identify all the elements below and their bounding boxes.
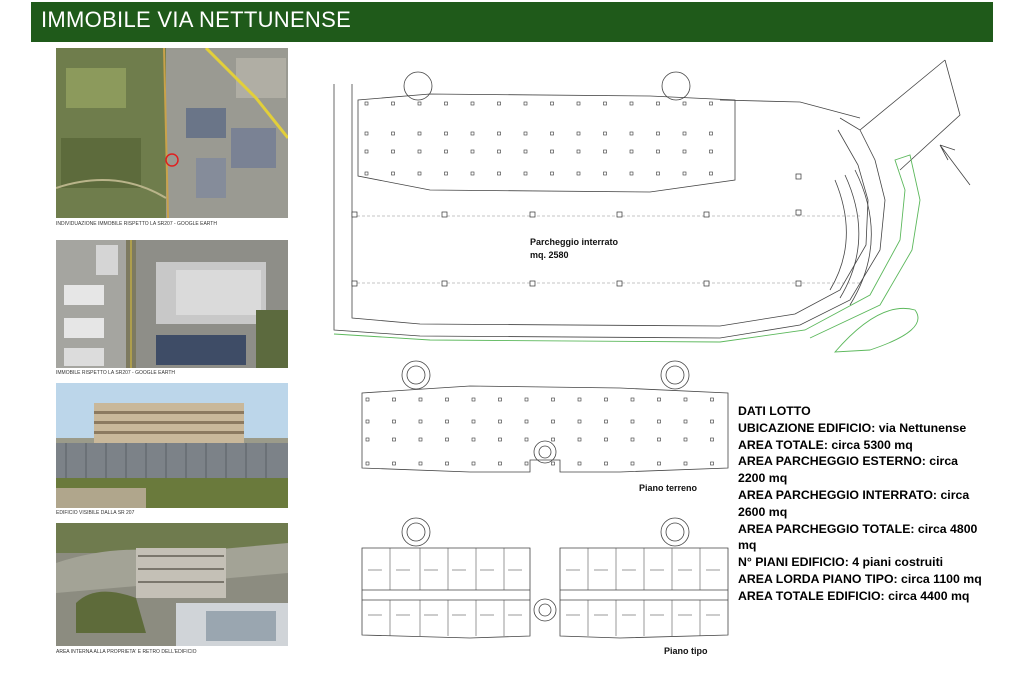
basement-pillar [551,102,554,105]
basement-pillar [471,150,474,153]
ground-pillar [472,398,475,401]
basement-pillar [577,150,580,153]
ground-pillar [446,420,449,423]
basement-pillar [471,172,474,175]
photo-caption-1: INDIVIDUAZIONE IMMOBILE RISPETTO LA SR207 - GOOGLE EARTH [56,221,217,227]
basement-pillar [577,132,580,135]
ground-pillar [552,438,555,441]
ground-pillar [472,420,475,423]
ground-pillar [631,420,634,423]
basement-pillar [498,132,501,135]
ground-pillar [578,398,581,401]
basement-pillar [683,132,686,135]
basement-parking-label: Parcheggio interrato [530,237,619,247]
basement-pillar [445,132,448,135]
ground-pillar [605,462,608,465]
ground-pillar [631,438,634,441]
ground-pillar [684,438,687,441]
ground-pillar [419,438,422,441]
ground-pillar [525,462,528,465]
ground-pillar [684,462,687,465]
lot-total-parking: AREA PARCHEGGIO TOTALE: circa 4800 mq [738,521,978,553]
ground-pillar [658,420,661,423]
basement-pillar [630,132,633,135]
ground-pillar [419,398,422,401]
lot-building-area: AREA TOTALE EDIFICIO: circa 4400 mq [738,588,970,603]
basement-pillar [418,172,421,175]
ground-pillar [499,420,502,423]
ground-pillar [393,420,396,423]
ground-pillar [605,438,608,441]
ground-pillar [631,462,634,465]
ground-pillar [552,462,555,465]
ground-pillar [366,398,369,401]
basement-pillar [683,150,686,153]
basement-pillar [392,172,395,175]
ground-pillar [578,438,581,441]
basement-pillar [392,102,395,105]
ground-pillar [711,420,714,423]
basement-pillar [630,102,633,105]
lot-floors: N° PIANI EDIFICIO: 4 piani costruiti [738,555,944,570]
lot-data-panel [738,403,988,605]
basement-outline [334,84,885,338]
basement-pillar [524,172,527,175]
ground-pillar [525,398,528,401]
basement-pillar [365,172,368,175]
ground-pillar [419,462,422,465]
lot-underground-parking: AREA PARCHEGGIO INTERRATO: circa 2600 mq [738,487,970,519]
photo-caption-3: EDIFICIO VISIBILE DALLA SR 207 [56,510,135,516]
basement-pillar [445,150,448,153]
lot-outdoor-parking: AREA PARCHEGGIO ESTERNO: circa 2200 mq [738,454,959,486]
ground-pillar [684,420,687,423]
ground-pillar [499,398,502,401]
ground-pillar [446,438,449,441]
basement-pillar [365,132,368,135]
ground-pillar [393,438,396,441]
typical-floor-label: Piano tipo [664,646,708,656]
basement-pillar [365,102,368,105]
basement-pillar [445,102,448,105]
basement-pillar [604,102,607,105]
ground-pillar [605,398,608,401]
ground-pillar [472,438,475,441]
basement-pillar [710,132,713,135]
basement-pillar [392,132,395,135]
ground-pillar [552,398,555,401]
basement-pillar [657,150,660,153]
ground-pillar [393,398,396,401]
basement-pillar [498,102,501,105]
ground-pillar [684,398,687,401]
ground-pillar [711,462,714,465]
basement-pillar [365,150,368,153]
ground-pillar [711,398,714,401]
ground-pillar [552,420,555,423]
basement-pillar [630,172,633,175]
basement-pillar [524,150,527,153]
basement-pillar [710,102,713,105]
basement-area-label: mq. 2580 [530,250,569,260]
basement-pillar [604,150,607,153]
basement-pillar [551,172,554,175]
basement-pillar [392,150,395,153]
ground-pillar [605,420,608,423]
photo-caption-4: AREA INTERNA ALLA PROPRIETA' E RETRO DELL'EDIFICIO [56,649,197,655]
typical-floor-outline [362,518,728,638]
basement-pillar [710,172,713,175]
basement-pillar [577,172,580,175]
ground-pillar [525,438,528,441]
basement-pillar [604,172,607,175]
basement-pillar [683,172,686,175]
basement-pillar [418,132,421,135]
basement-pillar [551,150,554,153]
basement-pillar [524,132,527,135]
ground-pillar [499,438,502,441]
basement-pillar [657,172,660,175]
basement-pillar [524,102,527,105]
lot-data-title: DATI LOTTO [738,404,811,418]
basement-pillar [498,172,501,175]
basement-pillar [630,150,633,153]
ground-pillar [446,462,449,465]
basement-pillar [498,150,501,153]
ground-pillar [658,462,661,465]
basement-pillar [683,102,686,105]
basement-pillar [657,132,660,135]
ground-pillar [499,462,502,465]
ground-pillar [658,438,661,441]
ground-pillar [472,462,475,465]
ground-pillar [631,398,634,401]
basement-pillar [418,102,421,105]
ground-pillar [366,462,369,465]
lot-location: UBICAZIONE EDIFICIO: via Nettunense [738,420,967,435]
lot-total-area: AREA TOTALE: circa 5300 mq [738,437,913,452]
ground-pillar [366,420,369,423]
basement-pillar [418,150,421,153]
photo-caption-2: IMMOBILE RISPETTO LA SR207 - GOOGLE EARTH [56,370,176,376]
basement-pillar [551,132,554,135]
ground-pillar [525,420,528,423]
ground-floor-outline [362,361,728,472]
lot-floor-area: AREA LORDA PIANO TIPO: circa 1100 mq [738,571,982,586]
basement-pillar [471,102,474,105]
ground-pillar [711,438,714,441]
ground-pillar [393,462,396,465]
ground-pillar [578,420,581,423]
basement-pillar [577,102,580,105]
basement-pillar [471,132,474,135]
basement-pillar [604,132,607,135]
ground-pillar [366,438,369,441]
page-title: IMMOBILE VIA NETTUNENSE [41,7,352,32]
ground-floor-label: Piano terreno [639,483,698,493]
ground-pillar [578,462,581,465]
basement-pillar [710,150,713,153]
ground-pillar [419,420,422,423]
ground-pillar [446,398,449,401]
ground-pillar [658,398,661,401]
basement-pillar [445,172,448,175]
basement-pillar [657,102,660,105]
